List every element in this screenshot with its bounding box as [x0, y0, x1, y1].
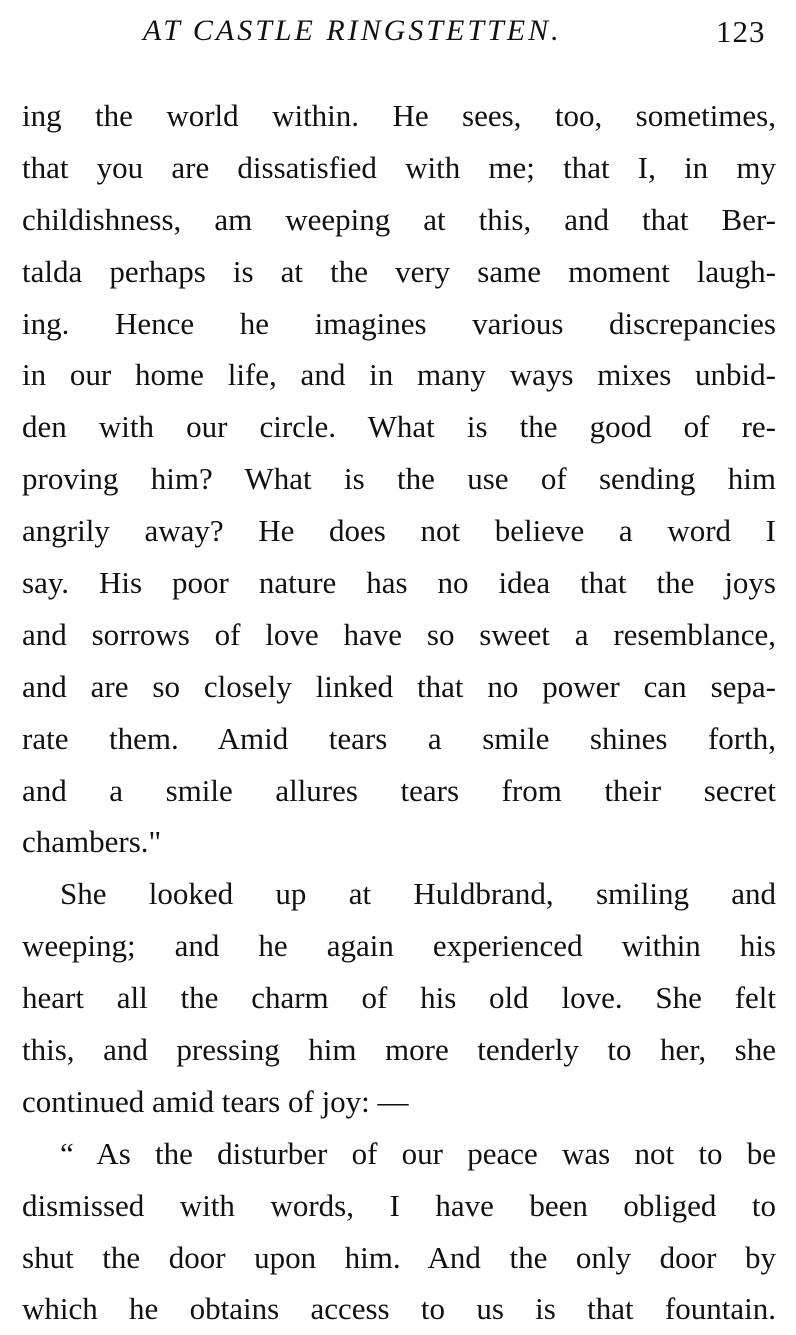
text-line: this, and pressing him more tenderly to her, she [22, 1032, 776, 1068]
text-line: childishness, am weeping at this, and that Ber- [22, 201, 776, 237]
paragraph [22, 90, 776, 868]
text-line: talda perhaps is at the very same moment laugh- [22, 253, 776, 289]
text-line: rate them. Amid tears a smile shines forth, [22, 720, 776, 756]
page-number: 123 [716, 14, 766, 49]
text-line: angrily away? He does not believe a word I [22, 513, 776, 549]
text-line: chambers." [22, 824, 162, 860]
text-line: ing the world within. He sees, too, sometimes, [22, 98, 776, 133]
text-line: which he obtains access to us is that fountain. [22, 1291, 776, 1327]
text-line: continued amid tears of joy: — [22, 1083, 409, 1119]
text-line: dismissed with words, I have been obliged to [22, 1187, 776, 1223]
text-line: say. His poor nature has no idea that the joys [22, 565, 776, 601]
paragraph [22, 1128, 776, 1335]
text-line: “ As the disturber of our peace was not to be [60, 1135, 776, 1171]
text-line: shut the door upon him. And the only door by [22, 1239, 776, 1275]
text-line: weeping; and he again experienced within his [22, 928, 776, 964]
body-text [22, 90, 776, 1335]
text-line: in our home life, and in many ways mixes unbid- [22, 357, 776, 393]
text-line: She looked up at Huldbrand, smiling and [60, 876, 776, 912]
running-title: AT CASTLE RINGSTETTEN. [143, 14, 562, 47]
running-head [0, 14, 796, 54]
text-line: ing. Hence he imagines various discrepancies [22, 305, 776, 341]
text-line: den with our circle. What is the good of re- [22, 409, 776, 445]
text-line: and sorrows of love have so sweet a resemblance, [22, 616, 776, 652]
text-line: proving him? What is the use of sending him [22, 461, 776, 497]
text-line: and a smile allures tears from their secret [22, 772, 776, 808]
text-line: that you are dissatisfied with me; that I, in my [22, 149, 776, 185]
text-line: and are so closely linked that no power can sepa- [22, 668, 776, 704]
paragraph [22, 868, 776, 1127]
text-line: heart all the charm of his old love. She felt [22, 980, 776, 1016]
